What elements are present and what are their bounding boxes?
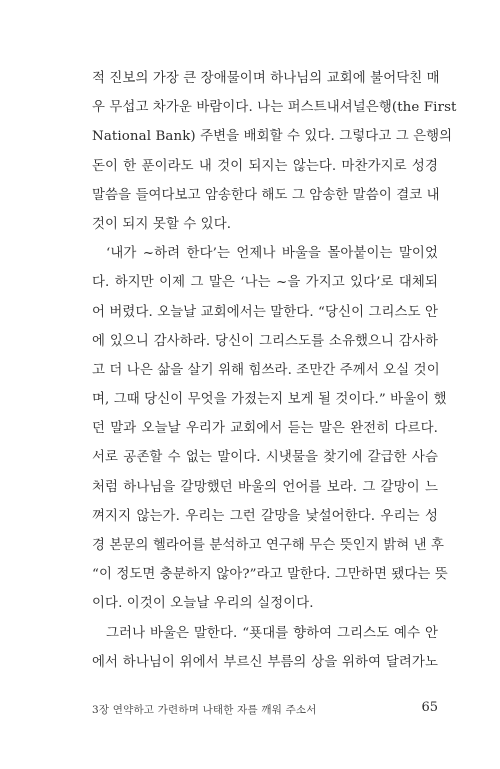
- text-line: 말씀을 들여다보고 암송한다 해도 그 암송한 말씀이 결코 내: [92, 187, 440, 203]
- body-text: [92, 64, 457, 677]
- text-line: 적 진보의 가장 큰 장애물이며 하나님의 교회에 불어닥친 매: [92, 71, 440, 86]
- text-line: 서로 공존할 수 없는 말이다. 시냇물을 찾기에 갈급한 사슴: [92, 450, 438, 466]
- page-footer: [92, 700, 438, 720]
- paragraph-3: [92, 619, 438, 677]
- text-line: “이 정도면 충분하지 않아?”라고 말한다. 그만하면 됐다는 뜻: [92, 567, 448, 583]
- paragraph-1: [92, 64, 457, 239]
- running-head: 3장 연약하고 가련하며 나태한 자를 깨워 주소서: [92, 704, 317, 716]
- text-line: 이다. 이것이 오늘날 우리의 실정이다.: [92, 596, 314, 612]
- text-line: National Bank) 주변을 배회할 수 있다. 그렇다고 그 은행의: [92, 129, 453, 145]
- text-line: 경 본문의 헬라어를 분석하고 연구해 무슨 뜻인지 밝혀 낸 후: [92, 538, 445, 553]
- text-line: 것이 되지 못할 수 있다.: [92, 216, 232, 232]
- text-line: 그러나 바울은 말한다. “푯대를 향하여 그리스도 예수 안: [106, 625, 438, 641]
- page-number: 65: [421, 700, 438, 715]
- text-line: 돈이 한 푼이라도 내 것이 되지는 않는다. 마찬가지로 성경: [92, 158, 438, 174]
- text-line: 우 무섭고 차가운 바람이다. 나는 퍼스트내셔널은행(the First: [92, 100, 457, 116]
- text-line: 껴지지 않는가. 우리는 그런 갈망을 낯설어한다. 우리는 성: [92, 508, 438, 524]
- text-line: 에서 하나님이 위에서 부르신 부름의 상을 위하여 달려가노: [92, 654, 438, 670]
- text-line: 에 있으니 감사하라. 당신이 그리스도를 소유했으니 감사하: [92, 333, 438, 349]
- text-line: 던 말과 오늘날 우리가 교회에서 듣는 말은 완전히 다르다.: [92, 421, 438, 437]
- paragraph-2: [92, 239, 448, 618]
- text-line: 고 더 나은 삶을 살기 위해 힘쓰라. 조만간 주께서 오실 것이: [92, 362, 440, 378]
- text-line: 며, 그때 당신이 무엇을 가졌는지 보게 될 것이다.” 바울이 했: [92, 392, 447, 408]
- text-line: 처럼 하나님을 갈망했던 바울의 언어를 보라. 그 갈망이 느: [92, 479, 438, 495]
- text-line: ‘내가 ~하려 한다’는 언제나 바울을 몰아붙이는 말이었: [106, 246, 438, 262]
- text-line: 다. 하지만 이제 그 말은 ‘나는 ~을 가지고 있다’로 대체되: [92, 275, 438, 291]
- text-line: 어 버렸다. 오늘날 교회에서는 말한다. “당신이 그리스도 안: [92, 304, 438, 320]
